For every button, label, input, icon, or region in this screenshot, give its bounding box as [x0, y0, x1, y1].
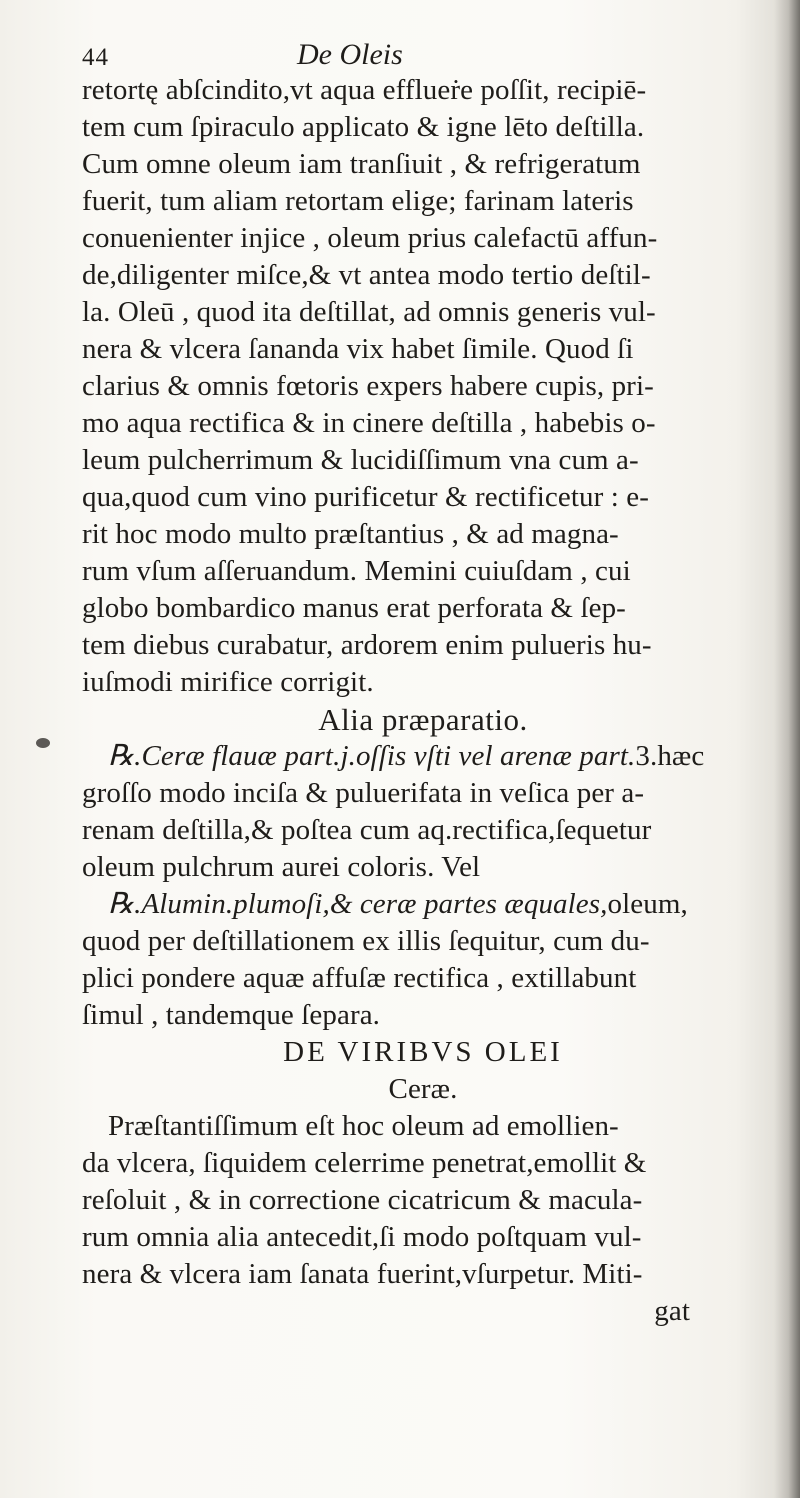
- section-title: DE VIRIBVS OLEI: [283, 1036, 563, 1068]
- text-line: rum vſum aſſeruandum. Memini cuiuſdam , cui: [82, 555, 631, 587]
- recipe-line: ℞.Ceræ flauæ part.j.oſſis vſti vel arenæ part.3.hæc: [108, 740, 705, 772]
- text-line: rit hoc modo multo præſtantius , & ad magna-: [82, 518, 619, 550]
- text-line: la. Oleū , quod ita deſtillat, ad omnis generis vul-: [82, 296, 656, 328]
- text-line: conuenienter injice , oleum prius calefactū affun-: [82, 222, 658, 254]
- text-line: retortę abſcindito,vt aqua efflueṙe poſſit, recipiē-: [82, 74, 647, 106]
- recipe-line: ℞.Alumin.plumoſi,& ceræ partes æquales,oleum,: [108, 888, 688, 920]
- text-line: Cum omne oleum iam tranſiuit , & refrigeratum: [82, 148, 641, 180]
- section-heading: Alia præparatio.: [318, 702, 528, 737]
- text-line: renam deſtilla,& poſtea cum aq.rectifica,ſequetur: [82, 814, 652, 846]
- running-head: De Oleis: [297, 38, 403, 71]
- text-line: da vlcera, ſiquidem celerrime penetrat,emollit &: [82, 1147, 647, 1179]
- page-number: 44: [82, 44, 109, 71]
- text-line: nera & vlcera ſananda vix habet ſimile. Quod ſi: [82, 333, 634, 365]
- text-line: quod per deſtillationem ex illis ſequitur, cum du-: [82, 925, 650, 957]
- text-line: qua,quod cum vino purificetur & rectificetur : e-: [82, 481, 649, 513]
- text-line: de,diligenter miſce,& vt antea modo tertio deſtil-: [82, 259, 651, 291]
- text-line: oleum pulchrum aurei coloris. Vel: [82, 851, 481, 883]
- text-line: reſoluit , & in correctione cicatricum & macula-: [82, 1184, 643, 1216]
- text-line: rum omnia alia antecedit,ſi modo poſtquam vul-: [82, 1221, 642, 1253]
- section-subtitle: Ceræ.: [388, 1073, 458, 1105]
- body-text: [82, 72, 782, 1330]
- text-line: globo bombardico manus erat perforata & ſep-: [82, 592, 626, 624]
- text-line: tem diebus curabatur, ardorem enim pulueris hu-: [82, 629, 652, 661]
- ink-spot: [36, 738, 50, 748]
- text-line: nera & vlcera iam ſanata fuerint,vſurpetur. Miti-: [82, 1258, 643, 1290]
- text-line: Præſtantiſſimum eſt hoc oleum ad emollien-: [108, 1110, 619, 1142]
- text-line: leum pulcherrimum & lucidiſſimum vna cum a-: [82, 444, 639, 476]
- text-line: groſſo modo inciſa & puluerifata in veſica per a-: [82, 777, 645, 809]
- text-line: fuerit, tum aliam retortam elige; farinam lateris: [82, 185, 634, 217]
- text-line: mo aqua rectifica & in cinere deſtilla , habebis o-: [82, 407, 656, 439]
- text-line: iuſmodi mirifice corrigit.: [82, 666, 374, 698]
- catchword: gat: [654, 1295, 690, 1327]
- text-line: tem cum ſpiraculo applicato & igne lēto deſtilla.: [82, 111, 645, 143]
- text-line: ſimul , tandemque ſepara.: [82, 999, 381, 1031]
- text-line: plici pondere aquæ affuſæ rectifica , extillabunt: [82, 962, 637, 994]
- text-line: clarius & omnis fœtoris expers habere cupis, pri-: [82, 370, 654, 402]
